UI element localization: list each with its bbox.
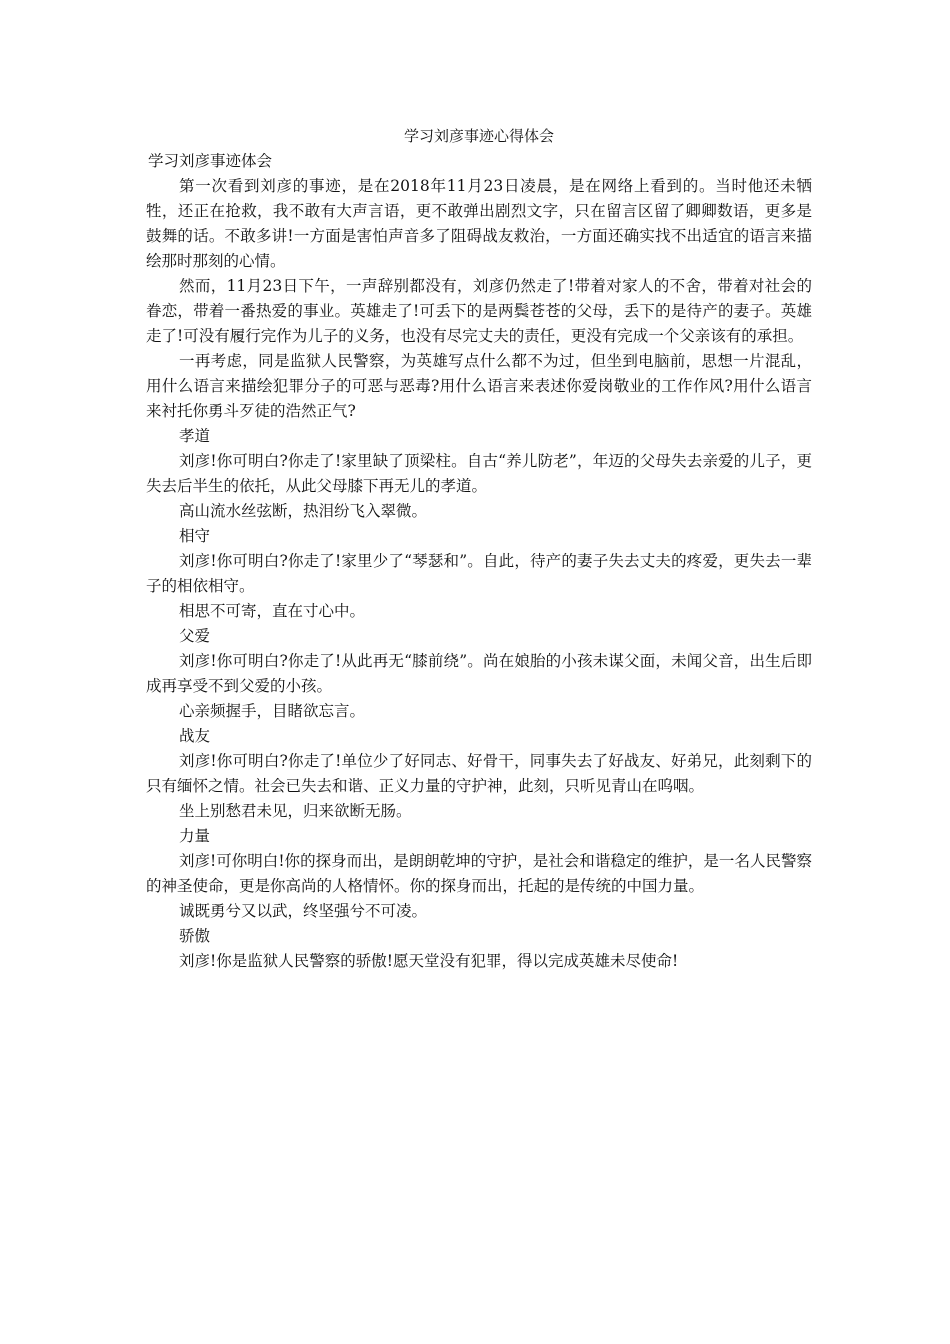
paragraph: 刘彦!可你明白!你的探身而出，是朗朗乾坤的守护，是社会和谐稳定的维护，是一名人民警察的神圣使命，更是你高尚的人格情怀。你的探身而出，托起的是传统的中国力量。 — [146, 852, 812, 895]
verse-line: 高山流水丝弦断，热泪纷飞入翠微。 — [179, 502, 428, 520]
paragraph: 刘彦!你可明白?你走了!家里少了“琴瑟和”。自此，待产的妻子失去丈夫的疼爱，更失去一辈子的相依相守。 — [146, 552, 812, 595]
section-heading: 力量 — [179, 827, 211, 845]
section-heading: 孝道 — [179, 427, 211, 445]
verse-line: 相思不可寄，直在寸心中。 — [179, 602, 366, 620]
document-subtitle: 学习刘彦事迹体会 — [148, 152, 273, 170]
section-heading: 父爱 — [179, 627, 211, 645]
document-page — [146, 124, 812, 974]
document-body — [146, 174, 812, 974]
section-heading: 相守 — [179, 527, 211, 545]
verse-line: 心亲频握手，目睹欲忘言。 — [179, 702, 366, 720]
document-title: 学习刘彦事迹心得体会 — [403, 127, 554, 145]
verse-line: 坐上别愁君未见，归来欲断无肠。 — [179, 802, 412, 820]
verse-line: 诚既勇兮又以武，终坚强兮不可凌。 — [179, 902, 428, 920]
paragraph: 刘彦!你可明白?你走了!家里缺了顶梁柱。自古“养儿防老”，年迈的父母失去亲爱的儿子，更失去后半生的依托，从此父母膝下再无儿的孝道。 — [146, 452, 812, 495]
paragraph: 一再考虑，同是监狱人民警察，为英雄写点什么都不为过，但坐到电脑前，思想一片混乱，用什么语言来描绘犯罪分子的可恶与恶毒?用什么语言来表述你爱岗敬业的工作作风?用什么语言来衬托你勇斗歹徒的浩然正气? — [146, 352, 812, 420]
paragraph: 刘彦!你可明白?你走了!单位少了好同志、好骨干，同事失去了好战友、好弟兄，此刻剩下的只有缅怀之情。社会已失去和谐、正义力量的守护神，此刻，只听见青山在呜咽。 — [146, 752, 812, 795]
paragraph: 刘彦!你可明白?你走了!从此再无“膝前绕”。尚在娘胎的小孩未谋父面，未闻父音，出生后即成再享受不到父爱的小孩。 — [146, 652, 812, 695]
paragraph: 第一次看到刘彦的事迹，是在2018年11月23日凌晨，是在网络上看到的。当时他还未牺牲，还正在抢救，我不敢有大声言语，更不敢弹出剧烈文字，只在留言区留了卿卿数语，更多是鼓舞的话。不敢多讲!一方面是害怕声音多了阻碍战友救治，一方面还确实找不出适宜的语言来描绘那时那刻的心情。 — [146, 177, 812, 270]
paragraph: 刘彦!你是监狱人民警察的骄傲!愿天堂没有犯罪，得以完成英雄未尽使命! — [179, 952, 679, 970]
paragraph: 然而，11月23日下午，一声辞别都没有，刘彦仍然走了!带着对家人的不舍，带着对社会的眷恋，带着一番热爱的事业。英雄走了!可丢下的是两鬓苍苍的父母，丢下的是待产的妻子。英雄走了!可没有履行完作为儿子的义务，也没有尽完丈夫的责任，更没有完成一个父亲该有的承担。 — [146, 277, 812, 345]
section-heading: 战友 — [179, 727, 211, 745]
section-heading: 骄傲 — [179, 927, 211, 945]
